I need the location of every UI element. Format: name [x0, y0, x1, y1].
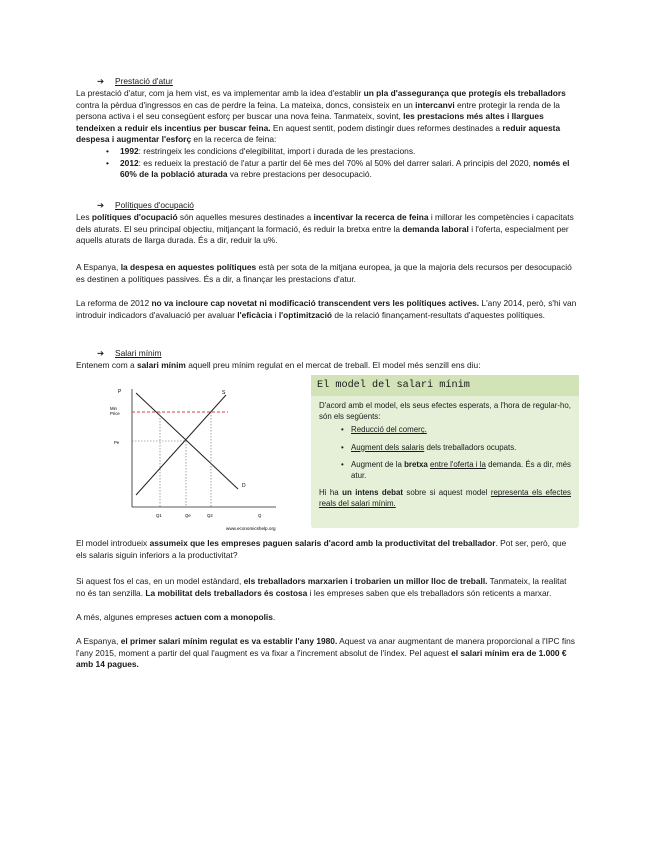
arrow-icon: ➔: [97, 200, 105, 210]
pe-label: Pe: [114, 440, 120, 445]
section-heading-politiques: [97, 200, 194, 211]
text-run: de la relació finançament-resultats d'aquestes polítiques.: [332, 309, 546, 320]
text-run: entre l'oferta i la: [429, 459, 486, 469]
info-box-body: [311, 396, 579, 510]
text-run: reduir aquesta despesa i augmentar l'esforç: [76, 122, 561, 145]
text-run: un pla d'assegurança que protegís els treballadors: [363, 88, 566, 98]
text-run: són aquelles mesures destinades a: [177, 212, 314, 222]
paragraph: [76, 360, 578, 372]
text-run: bretxa: [404, 459, 428, 469]
q2-label: Q2: [207, 513, 213, 518]
info-box: [311, 375, 579, 528]
text-run: Tanmateix, la realitat no és tan senzilla.: [76, 576, 567, 598]
text-run: La reforma de 2012: [76, 298, 152, 308]
text-run: polítiques d'ocupació: [91, 212, 178, 222]
text-run: Aquest va anar augmentant de manera proporcional a l'IPC fins l'any 2015, moment a partir del qual l'augment es va fixar a l'increment absolut de l'índex. Pel aquest: [76, 636, 575, 658]
text-run: actuen com a monopolis: [174, 612, 273, 622]
text-run: 2012: [120, 157, 139, 168]
text-run: : es redueix la prestació de l'atur a partir del 6è mes del 70% al 50% del darrer salari. A principis del 2020,: [138, 157, 534, 168]
demand-label: D: [242, 483, 246, 489]
text-run: : restringeix les condicions d'elegibilitat, import i durada de les prestacions.: [138, 145, 416, 156]
text-run: . Pot ser, però, que els salaris siguin inferiors a la productivitat?: [76, 538, 567, 560]
text-run: En aquest sentit, podem distingir dues reformes destinades a: [270, 122, 503, 133]
text-run: La prestació d'atur, com ja hem vist, es va implementar amb la idea d'establir: [76, 88, 364, 98]
list-item: [351, 442, 571, 453]
text-run: està per sota de la mitjana europea, ja que la majoria dels recursos per desocupació es destinen a polítiques passives. És a dir, a finançar les prestacions d'atur.: [76, 262, 572, 284]
text-run: Hi ha: [319, 488, 343, 498]
paragraph: [76, 298, 578, 321]
chart-source: www.economicshelp.org: [226, 526, 276, 531]
text-run: .: [272, 612, 276, 622]
text-run: Augment dels salaris: [351, 442, 425, 452]
text-run: l'eficàcia: [237, 309, 273, 320]
paragraph: [76, 212, 578, 247]
text-run: aquell preu mínim regulat en el mercat de treball. El model més senzill ens diu:: [185, 360, 481, 370]
arrow-icon: ➔: [97, 76, 105, 86]
text-run: i: [272, 309, 279, 320]
arrow-icon: ➔: [97, 348, 105, 358]
section-heading-prestacio: [97, 76, 173, 87]
text-run: Entenem com a: [76, 360, 137, 370]
text-run: i millorar les competències i capacitats dels aturats. El seu principal objectiu, mitjançant la formació, és reduir la bretxa entre la: [76, 212, 574, 234]
paragraph: [76, 262, 578, 285]
text-run: La mobilitat dels treballadors és costosa: [145, 587, 308, 598]
text-run: salari mínim: [136, 360, 186, 370]
text-run: assumeix que les empreses paguen salaris d'acord amb la productivitat del treballador: [149, 538, 496, 548]
text-run: només el 60% de la població aturada: [120, 157, 570, 180]
text-run: L'any 2014, però, s'hi van introduir indicadors d'avaluació per avaluar: [76, 298, 577, 320]
section-heading-salari: [97, 348, 162, 359]
q-axis-label: Q: [258, 513, 262, 518]
list-item: [120, 158, 578, 181]
section-body-prestacio: [76, 88, 578, 181]
p-axis-label: P: [118, 389, 122, 395]
min-wage-label: Min: [110, 406, 117, 411]
text-run: l'optimització: [278, 309, 333, 320]
text-run: intercanvi: [415, 99, 455, 110]
qe-label: Qe: [185, 513, 191, 518]
supply-label: S: [222, 390, 226, 396]
list-item: [351, 459, 571, 481]
text-run: Si aquest fos el cas, en un model estàndard,: [76, 576, 244, 586]
effects-list: [319, 424, 571, 481]
text-run: demanda. És a dir, més atur.: [351, 459, 571, 481]
text-run: i l'oferta, especialment per aquells aturats de llarga durada. És a dir, reduir la u%.: [76, 223, 569, 246]
text-run: els treballadors marxarien i trobarien un millor lloc de treball.: [243, 576, 488, 586]
info-box-intro: D'acord amb el model, els seus efectes esperats, a l'hora de regular-ho, són els següents:: [319, 401, 571, 422]
section-title: Polítiques d'ocupació: [115, 200, 194, 210]
text-run: incentivar la recerca de feina: [313, 212, 429, 222]
text-run: la despesa en aquestes polítiques: [120, 262, 257, 272]
text-run: sobre si aquest model: [402, 488, 491, 498]
text-run: A més, algunes empreses: [76, 612, 175, 622]
supply-curve: [136, 395, 226, 495]
info-box-outro: [319, 487, 571, 509]
text-run: en la recerca de feina:: [191, 134, 277, 145]
chart-axes: [132, 389, 276, 507]
text-run: el salari mínim era de 1.000 € amb 14 pagues.: [76, 647, 567, 670]
info-box-title: El model del salari mínim: [311, 375, 579, 396]
paragraph: [76, 88, 578, 146]
text-run: Les: [76, 212, 92, 222]
q1-label: Q1: [156, 513, 162, 518]
text-run: demanda laboral: [402, 223, 469, 234]
list-item: [351, 424, 571, 435]
bullet-list: [76, 146, 578, 181]
text-run: no va incloure cap novetat ni modificació transcendent vers les polítiques actives.: [151, 298, 480, 308]
text-run: un intens debat: [342, 488, 403, 498]
paragraph: [76, 636, 578, 671]
paragraph: [76, 612, 578, 624]
text-run: contra la pèrdua d'ingressos en cas de perdre la feina. La mateixa, doncs, consisteix en un: [76, 99, 416, 110]
paragraph: [76, 576, 578, 599]
text-run: el primer salari mínim regulat es va establir l'any 1980.: [120, 636, 338, 646]
text-run: A Espanya,: [76, 636, 121, 646]
text-run: les prestacions més altes i llargues tendeixen a reduir els incentius per buscar feina.: [76, 111, 544, 133]
text-run: i les empreses saben que els treballadors són reticents a marxar.: [307, 587, 552, 598]
list-item: [120, 146, 578, 158]
text-run: Reducció del comerç.: [351, 425, 427, 435]
text-run: representa els efectes reals del salari mínim.: [319, 488, 571, 509]
min-wage-label-2: Price: [110, 411, 120, 416]
text-run: dels treballadors ocupats.: [424, 442, 517, 452]
section-title: Salari mínim: [115, 348, 162, 358]
minimum-wage-diagram: [98, 383, 288, 533]
section-title: Prestació d'atur: [115, 76, 173, 86]
paragraph: [76, 538, 578, 561]
text-run: El model introdueix: [76, 538, 150, 548]
text-run: va rebre prestacions per desocupació.: [227, 169, 372, 180]
text-run: A Espanya,: [76, 262, 121, 272]
text-run: entre protegir la renda de la persona activa i el seu consegüent esforç per buscar una nova feina. Tanmateix, sovint,: [76, 99, 560, 122]
text-run: 1992: [120, 145, 139, 156]
text-run: Augment de la: [351, 459, 405, 469]
